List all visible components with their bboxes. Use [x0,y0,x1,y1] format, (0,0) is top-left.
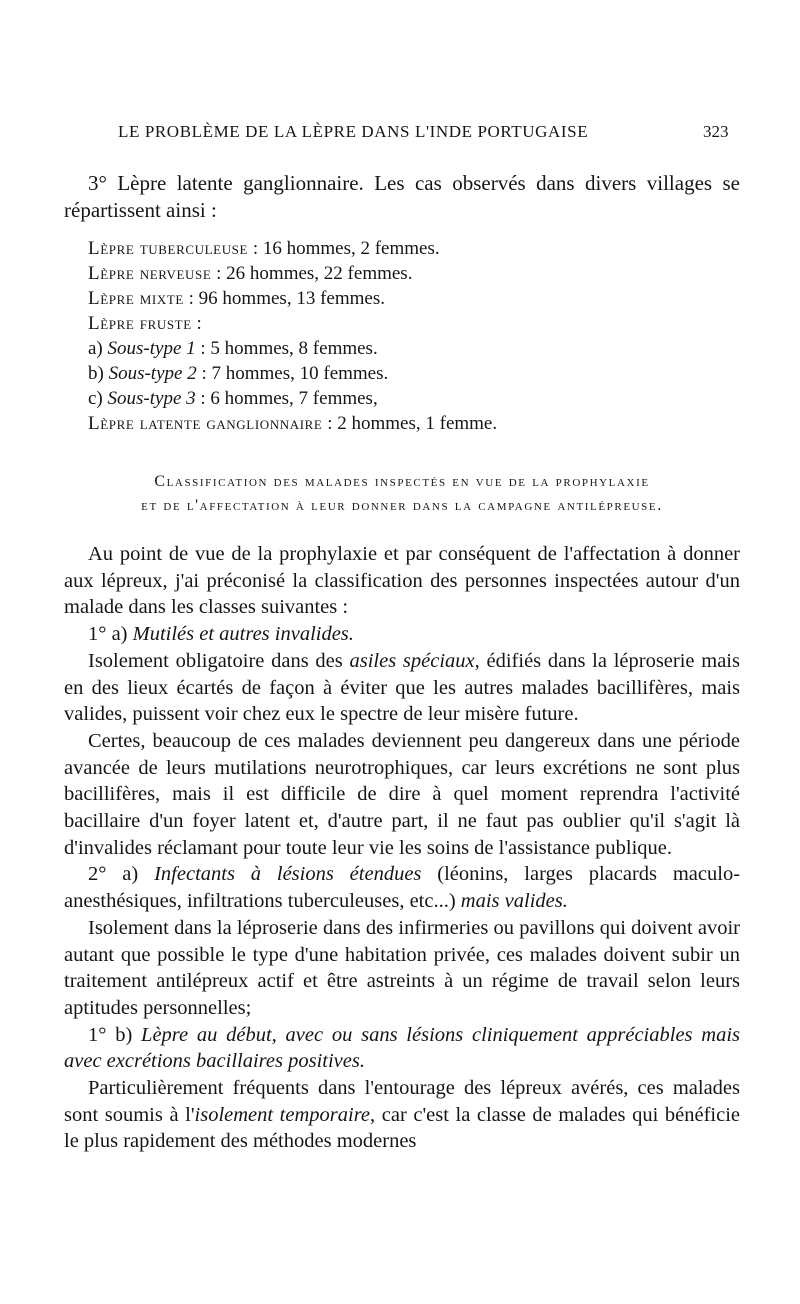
list-item: 1° a) Mutilés et autres invalides. [88,623,354,646]
list-item: Lèpre latente ganglionnaire : 2 hommes, 1 femme. [88,413,498,434]
body-text [64,541,740,1155]
paragraph: Certes, beaucoup de ces malades deviennent peu dangereux dans une période avancée de leurs mutilations neurotrophiques, car leurs excrétions ne sont plus bacillifères, mais il est difficile de dire à quel moment reprendra l'activité bacillaire d'un foyer latent et, d'autre part, il ne faut pas oublier qu'il s'agit là d'invalides réclamant pour toute leur vie les soins de l'assistance publique. [64,729,740,859]
list-item: b) Sous-type 2 : 7 hommes, 10 femmes. [88,363,389,384]
section-heading-line-1: Classification des malades inspectés en vue de la prophylaxie [154,473,650,490]
list-item: Lèpre fruste : [88,313,202,334]
distribution-list [88,236,728,436]
page-number: 323 [703,122,729,141]
intro-paragraph: 3° Lèpre latente ganglionnaire. Les cas observés dans divers villages se répartissent ainsi : [64,171,740,222]
running-title: LE PROBLÈME DE LA LÈPRE DANS L'INDE PORTUGAISE [118,122,589,141]
list-item: 2° a) Infectants à lésions étendues (léonins, larges placards maculo-anesthésiques, infiltrations tuberculeuses, etc...) mais valides. [64,863,741,913]
section-heading [64,470,740,518]
list-item: Lèpre nerveuse : 26 hommes, 22 femmes. [88,263,413,284]
paragraph: Isolement obligatoire dans des asiles spéciaux, édifiés dans la léproserie mais en des lieux écartés de façon à éviter que les autres malades bacillifères, mais valides, puissent voir chez eux le spectre de leur misère future. [64,649,740,726]
list-item: c) Sous-type 3 : 6 hommes, 7 femmes, [88,388,378,409]
list-item: 1° b) Lèpre au début, avec ou sans lésions cliniquement appréciables mais avec excrétions bacillaires positives. [64,1023,741,1073]
section-heading-line-2: et de l'affectation à leur donner dans la campagne antilépreuse. [141,497,663,514]
list-item: Lèpre mixte : 96 hommes, 13 femmes. [88,288,385,309]
list-item: Lèpre tuberculeuse : 16 hommes, 2 femmes. [88,238,440,259]
paragraph: Isolement dans la léproserie dans des infirmeries ou pavillons qui doivent avoir autant que possible le type d'une habitation privée, ces malades doivent subir un traitement antilépreux actif et être astreints à un régime de travail selon leurs aptitudes personnelles; [64,916,740,1019]
paragraph: Particulièrement fréquents dans l'entourage des lépreux avérés, ces malades sont soumis à l'isolement temporaire, car c'est la classe de malades qui bénéficie le plus rapidement des méthodes modernes [64,1077,741,1153]
list-item: a) Sous-type 1 : 5 hommes, 8 femmes. [88,338,378,359]
paragraph: Au point de vue de la prophylaxie et par conséquent de l'affectation à donner aux lépreux, j'ai préconisé la classification des personnes inspectées autour d'un malade dans les classes suivantes : [64,543,740,619]
